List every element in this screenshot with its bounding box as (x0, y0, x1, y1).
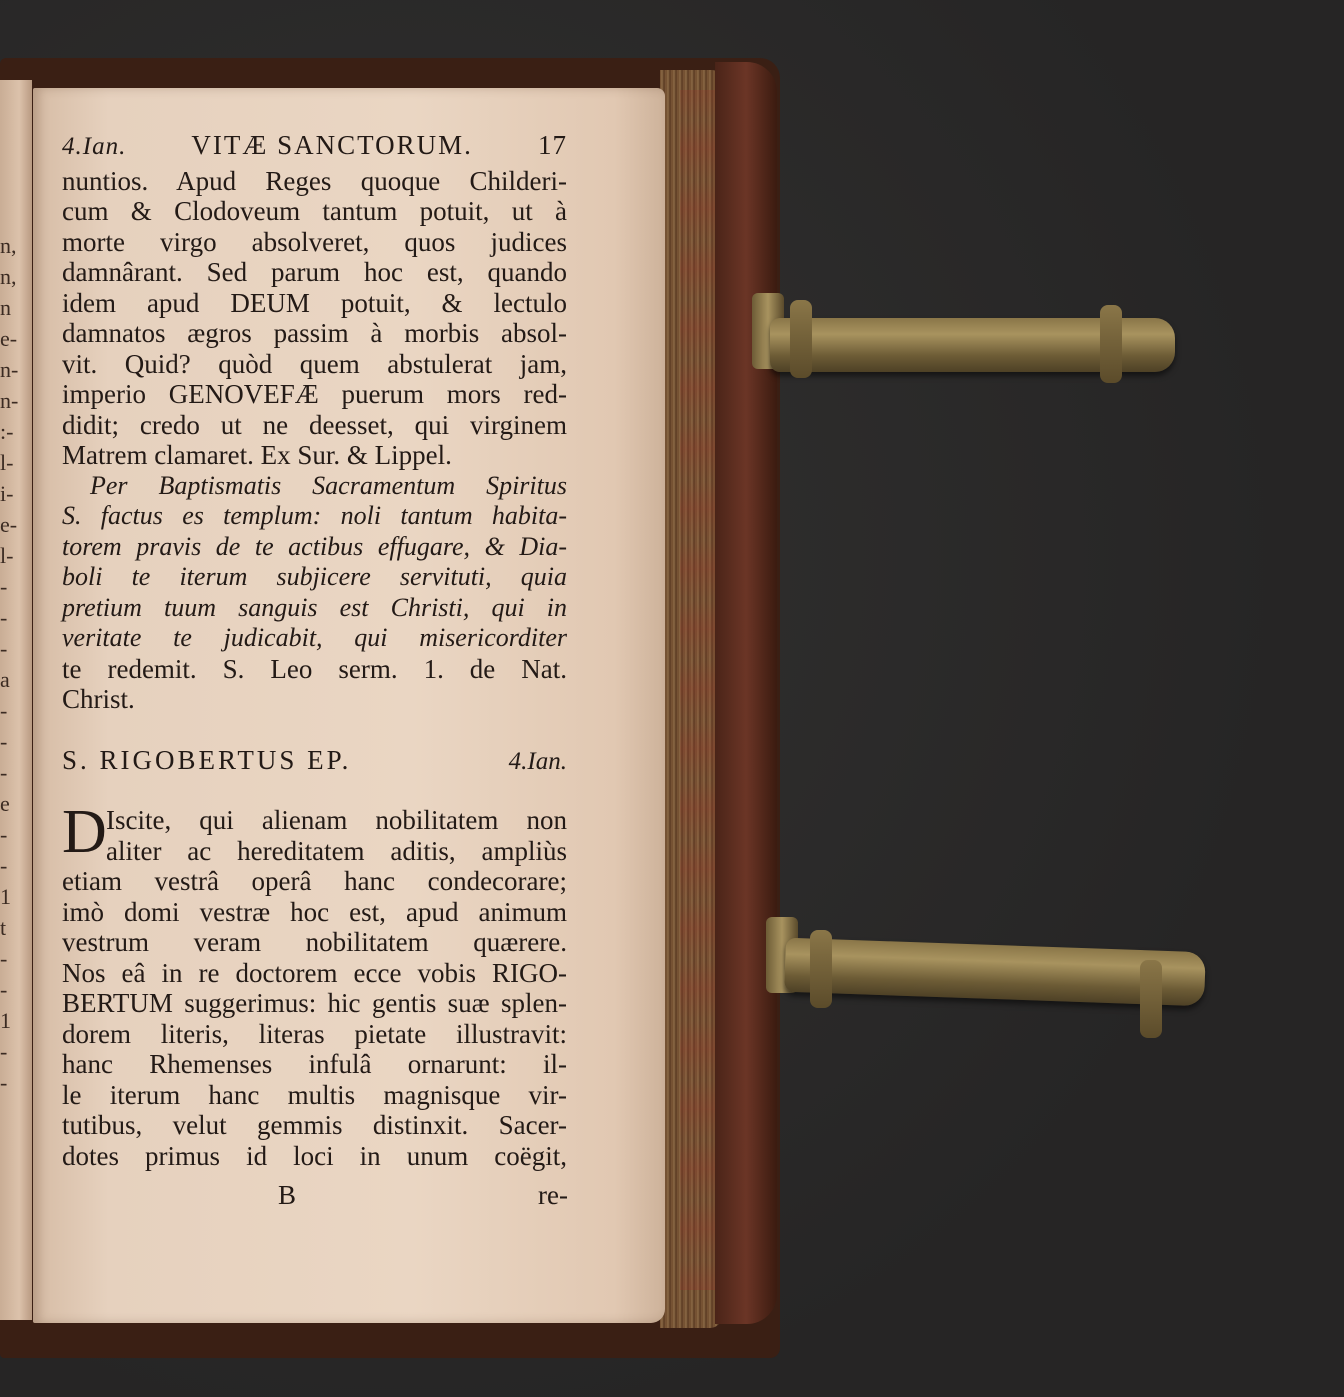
catchword: re- (538, 1180, 568, 1210)
left-margin-char: - (0, 574, 8, 599)
text-line: torem pravis de te actibus effugare, & Dia- (62, 531, 567, 561)
signature-mark: B (278, 1180, 297, 1210)
left-margin-char: - (0, 760, 8, 785)
text-line: etiam vestrâ operâ hanc condecorare; (62, 866, 567, 896)
text-line: dorem literis, literas pietate illustravit: (62, 1018, 567, 1049)
text-line: aliter ac hereditatem aditis, ampliùs (106, 835, 567, 866)
left-margin-char: e (0, 791, 10, 816)
text-line: damnârant. Sed parum hoc est, quando (62, 257, 567, 287)
left-margin-char: 1 (0, 884, 11, 909)
left-margin-char: - (0, 1070, 8, 1095)
text-line: hanc Rhemenses infulâ ornarunt: il- (62, 1049, 567, 1079)
left-margin-char: n, (0, 264, 17, 289)
upper-clasp-lug (790, 300, 812, 378)
left-margin-char: 1 (0, 1008, 11, 1033)
left-margin-char: - (0, 853, 8, 878)
left-margin-char: - (0, 605, 8, 630)
left-margin-char: e- (0, 512, 18, 537)
text-line: tutibus, velut gemmis distinxit. Sacer- (62, 1110, 567, 1140)
drop-capital: D (62, 798, 107, 866)
lower-clasp-lug (1140, 960, 1162, 1038)
text-line: BERTUM suggerimus: hic gentis suæ splen- (62, 988, 567, 1018)
text-line: pretium tuum sanguis est Christi, qui in (62, 592, 567, 622)
left-page-margin-text (0, 230, 30, 1098)
paragraph-3 (62, 798, 567, 1171)
running-head-date: 4.Ian. (62, 133, 127, 160)
left-margin-char: n (0, 295, 11, 320)
text-line: vit. Quid? quòd quem abstulerat jam, (62, 348, 567, 379)
section-heading-date: 4.Ian. (508, 747, 567, 775)
left-margin-char: - (0, 977, 8, 1002)
text-line: Per Baptismatis Sacramentum Spiritus (90, 470, 567, 500)
left-margin-char: t (0, 915, 7, 940)
upper-clasp-lug (1100, 305, 1122, 383)
text-line: te redemit. S. Leo serm. 1. de Nat. (62, 653, 567, 684)
left-margin-char: l- (0, 450, 14, 475)
left-margin-char: i- (0, 481, 14, 506)
text-line: Matrem clamaret. Ex Sur. & Lippel. (62, 440, 452, 470)
paragraph-1 (62, 166, 567, 471)
left-margin-char: a (0, 667, 10, 692)
text-line: veritate te judicabit, qui misericorditer (62, 623, 567, 652)
left-margin-char: :- (0, 419, 14, 444)
text-line: vestrum veram nobilitatem quærere. (62, 927, 567, 957)
left-margin-char: e- (0, 326, 18, 351)
text-line: Christ. (62, 684, 135, 714)
text-line: cum & Clodoveum tantum potuit, ut à (62, 196, 567, 226)
section-heading-title: S. RIGOBERTUS EP. (62, 744, 352, 775)
text-line: Iscite, qui alienam nobilitatem non (106, 805, 567, 835)
left-margin-char: - (0, 946, 8, 971)
section-heading (62, 745, 567, 778)
lower-clasp-lug (810, 930, 832, 1008)
text-line: S. factus es templum: noli tantum habita- (62, 501, 567, 530)
text-line: Nos eâ in re doctorem ecce vobis RIGO- (62, 957, 567, 988)
running-head (62, 130, 567, 163)
text-line: damnatos ægros passim à morbis absol- (62, 318, 567, 348)
text-line: imò domi vestræ hoc est, apud animum (62, 896, 567, 927)
binding-edge (715, 62, 777, 1324)
left-margin-char: l- (0, 543, 14, 568)
left-margin-char: - (0, 1039, 8, 1064)
left-margin-char: - (0, 698, 8, 723)
paragraph-2 (62, 471, 567, 715)
text-line: dotes primus id loci in unum coëgit, (62, 1140, 567, 1171)
running-head-title: VITÆ SANCTORUM. (191, 130, 473, 160)
fore-edge-sprinkle (680, 90, 720, 1290)
page-number: 17 (537, 130, 567, 160)
page-footer (278, 1180, 568, 1211)
left-margin-char: - (0, 729, 8, 754)
page-text (62, 130, 567, 1171)
text-line: didit; credo ut ne deesset, qui virginem (62, 409, 567, 440)
text-line: nuntios. Apud Reges quoque Childeri- (62, 165, 567, 196)
left-margin-char: n- (0, 388, 19, 413)
left-margin-char: n, (0, 233, 17, 258)
left-margin-char: - (0, 636, 8, 661)
text-line: idem apud DEUM potuit, & lectulo (62, 287, 567, 318)
left-margin-char: n- (0, 357, 19, 382)
text-line: le iterum hanc multis magnisque vir- (62, 1079, 567, 1110)
text-line: morte virgo absolveret, quos judices (62, 226, 567, 257)
left-page-edge (0, 80, 32, 1320)
text-line: boli te iterum subjicere servituti, quia (62, 562, 567, 591)
left-margin-char: - (0, 822, 8, 847)
text-line: imperio GENOVEFÆ puerum mors red- (62, 379, 567, 409)
